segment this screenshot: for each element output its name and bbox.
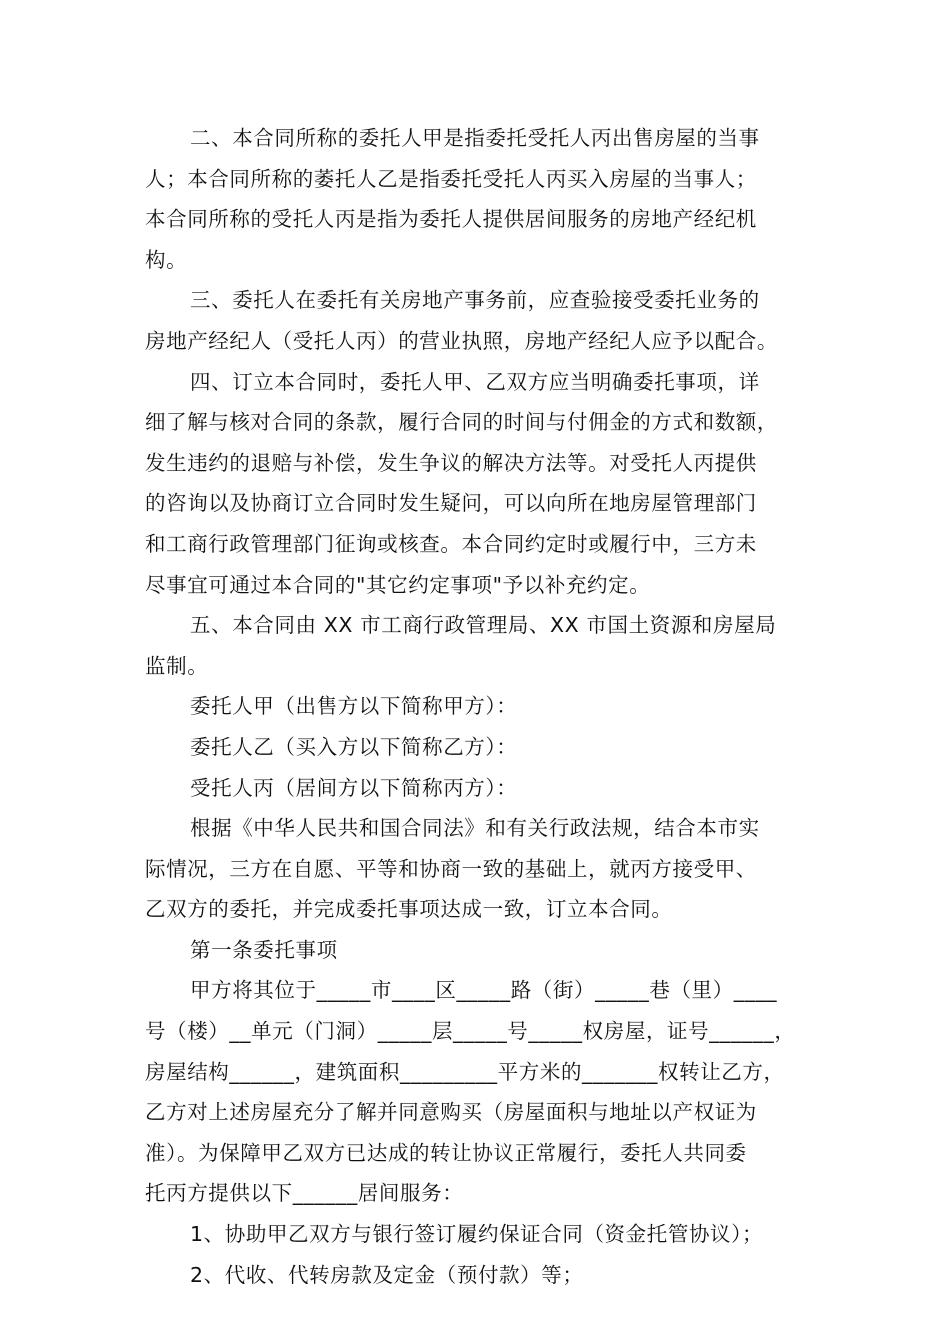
- paragraph-line: 乙双方的委托，并完成委托事项达成一致，订立本合同。: [145, 897, 673, 922]
- party-a-line: 委托人甲（出售方以下简称甲方）：: [190, 694, 518, 719]
- paragraph-line: 尽事宜可通过本合同的"其它约定事项"予以补充约定。: [145, 572, 651, 597]
- paragraph-line: 的咨询以及协商订立合同时发生疑问，可以向所在地房屋管理部门: [145, 491, 757, 516]
- paragraph-line: 乙方对上述房屋充分了解并同意购买（房屋面积与地址以产权证为: [145, 1100, 757, 1125]
- list-item: 1、协助甲乙双方与银行签订履约保证合同（资金托管协议）；: [190, 1222, 764, 1247]
- paragraph-line: 准）。为保障甲乙双方已达成的转让协议正常履行，委托人共同委: [145, 1140, 747, 1165]
- paragraph-line: 甲方将其位于_____市____区_____路（街）_____巷（里）____: [190, 978, 778, 1003]
- paragraph-line: 房地产经纪人（受托人丙）的营业执照，房地产经纪人应予以配合。: [145, 328, 778, 353]
- list-item: 2、代收、代转房款及定金（预付款）等；: [190, 1262, 584, 1287]
- paragraph-line: 托丙方提供以下______居间服务：: [145, 1181, 464, 1206]
- paragraph-line: 三、委托人在委托有关房地产事务前，应查验接受委托业务的: [190, 288, 760, 313]
- paragraph-line: 构。: [145, 247, 188, 272]
- paragraph-line: 二、本合同所称的委托人甲是指委托受托人丙出售房屋的当事: [190, 126, 760, 150]
- paragraph-line: 际情况，三方在自愿、平等和协商一致的基础上，就丙方接受甲、: [145, 856, 757, 881]
- paragraph-line: 房屋结构______，建筑面积_________平方米的_______权转让乙方，: [145, 1059, 785, 1084]
- paragraph-line: 四、订立本合同时，委托人甲、乙双方应当明确委托事项，详: [190, 369, 760, 394]
- paragraph-line: 和工商行政管理部门征询或核查。本合同约定时或履行中，三方未: [145, 531, 757, 556]
- party-c-line: 受托人丙（居间方以下简称丙方）：: [190, 775, 518, 800]
- contract-text: [145, 118, 825, 1295]
- paragraph-line: 本合同所称的受托人丙是指为委托人提供居间服务的房地产经纪机: [145, 207, 757, 232]
- paragraph-line: 五、本合同由 XX 市工商行政管理局、XX 市国土资源和房屋局: [190, 613, 777, 638]
- paragraph-line: 人；本合同所称的萎托人乙是指委托受托人丙买入房屋的当事人；: [145, 166, 757, 191]
- paragraph-line: 发生违约的退赔与补偿，发生争议的解决方法等。对受托人丙提供: [145, 450, 757, 475]
- paragraph-line: 细了解与核对合同的条款，履行合同的时间与付佣金的方式和数额，: [145, 410, 778, 435]
- party-b-line: 委托人乙（买入方以下简称乙方）：: [190, 734, 518, 759]
- section-heading: 第一条委托事项: [190, 937, 338, 962]
- paragraph-line: 根据《中华人民共和国合同法》和有关行政法规，结合本市实: [190, 816, 760, 841]
- paragraph-line: 号（楼）__单元（门洞）_____层_____号_____权房屋，证号______，: [145, 1019, 796, 1044]
- paragraph-line: 监制。: [145, 653, 209, 678]
